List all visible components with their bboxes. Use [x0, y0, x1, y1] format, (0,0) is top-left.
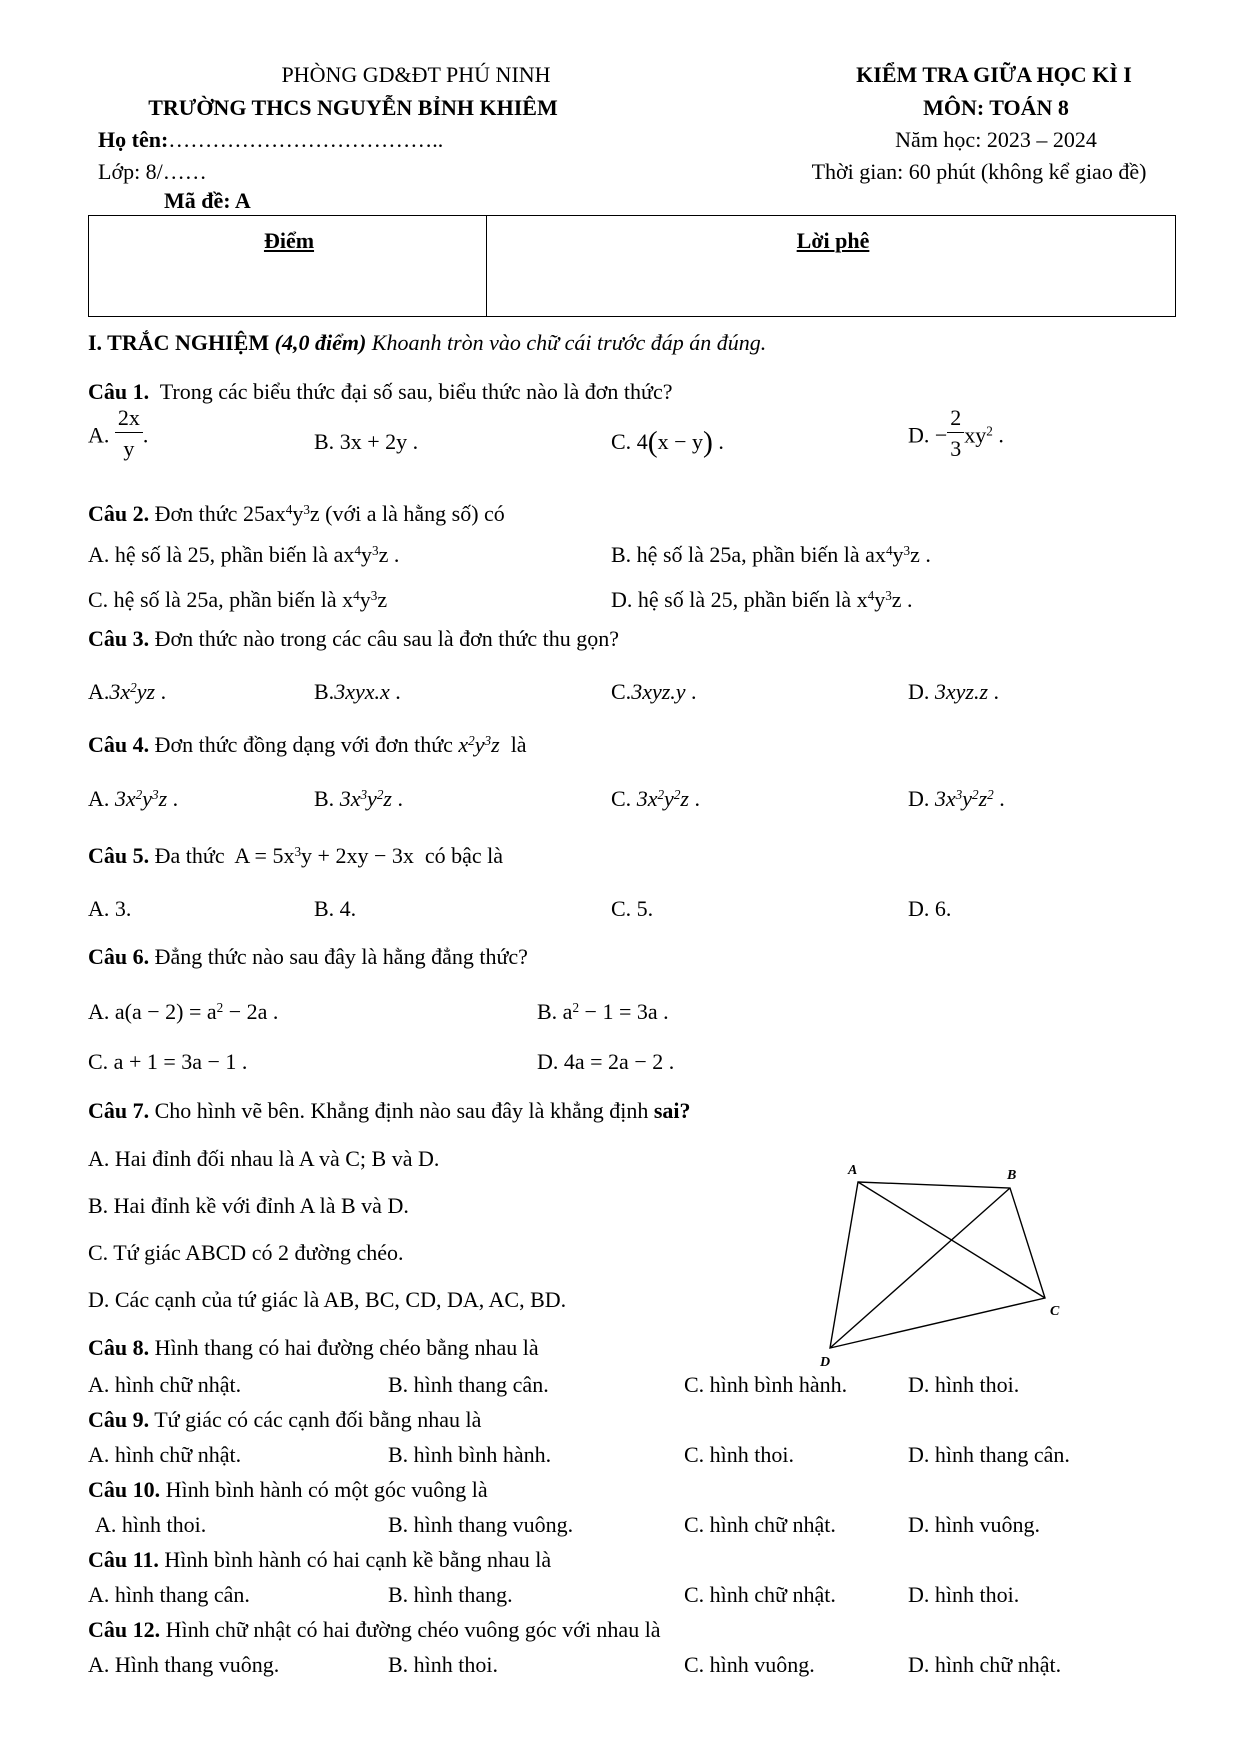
q7-option-a[interactable]: A. Hai đỉnh đối nhau là A và C; B và D. [88, 1146, 440, 1171]
q11-option-a[interactable]: A. hình thang cân. [88, 1582, 250, 1607]
q7-option-b[interactable]: B. Hai đỉnh kề với đỉnh A là B và D. [88, 1193, 409, 1218]
q8-option-d[interactable]: D. hình thoi. [908, 1372, 1020, 1397]
q9-option-b[interactable]: B. hình bình hành. [388, 1442, 552, 1467]
question-4-number: Câu 4. [88, 732, 150, 757]
question-11 [88, 1548, 551, 1572]
question-1 [88, 380, 672, 404]
q11-option-c[interactable]: C. hình chữ nhật. [684, 1582, 836, 1607]
question-9 [88, 1408, 481, 1432]
q2-option-a-text: A. hệ số là 25, phần biến là [88, 542, 329, 567]
school-year: Năm học: 2023 – 2024 [895, 127, 1097, 152]
q11-option-d[interactable]: D. hình thoi. [908, 1582, 1020, 1607]
school-name: TRƯỜNG THCS NGUYỄN BỈNH KHIÊM [148, 95, 558, 120]
question-3-text: Đơn thức nào trong các câu sau là đơn thức thu gọn? [154, 626, 619, 651]
question-1-text: Trong các biểu thức đại số sau, biểu thức nào là đơn thức? [159, 379, 673, 404]
q9-option-c[interactable]: C. hình thoi. [684, 1442, 795, 1467]
class-line: Lớp: 8/…… [98, 159, 207, 184]
q1-option-b[interactable]: B. 3x + 2y . [314, 429, 419, 454]
question-6-number: Câu 6. [88, 944, 150, 969]
question-5: Câu 5. Đa thức $A = 5x^3y + 2xy - 3x$ có bậc là [88, 843, 504, 868]
question-2-text-end: là hằng số) có [382, 501, 505, 526]
exam-duration: Thời gian: 60 phút (không kể giao đề) [811, 159, 1147, 184]
question-2: Câu 2. Đơn thức $25ax^4y^3z$ (với a là hằng số) có [88, 501, 505, 526]
q3-option-b[interactable]: B.3xyx.x . [314, 679, 401, 704]
q10-option-b[interactable]: B. hình thang vuông. [388, 1512, 574, 1537]
section-instruction: Khoanh tròn vào chữ cái trước đáp án đúng. [371, 330, 767, 355]
q10-option-d[interactable]: D. hình vuông. [908, 1512, 1040, 1537]
q6-option-c[interactable]: C. a + 1 = 3a − 1 . [88, 1049, 248, 1074]
q12-option-c[interactable]: C. hình vuông. [684, 1652, 815, 1677]
q2-option-d[interactable]: D. hệ số là 25, phần biến là $x^4y^3z$ . [611, 587, 913, 612]
question-12 [88, 1618, 661, 1642]
q5-option-b[interactable]: B. 4. [314, 896, 357, 921]
name-label: Họ tên: [98, 127, 169, 152]
question-9-text: Tứ giác có các cạnh đối bằng nhau là [154, 1407, 482, 1432]
question-11-text: Hình bình hành có hai cạnh kề bằng nhau là [164, 1547, 552, 1572]
q6-option-b[interactable]: B. $a^2 - 1 = 3a$ . [537, 999, 669, 1024]
q12-option-a[interactable]: A. Hình thang vuông. [88, 1652, 280, 1677]
department-name: PHÒNG GD&ĐT PHÚ NINH [281, 62, 551, 87]
q2-option-d-text: D. hệ số là 25, phần biến là [611, 587, 852, 612]
diagonal-bd [830, 1188, 1010, 1348]
question-1-number: Câu 1. [88, 379, 150, 404]
question-9-number: Câu 9. [88, 1407, 150, 1432]
question-11-number: Câu 11. [88, 1547, 159, 1572]
q2-option-b-text: B. hệ số là 25a, phần biến là [611, 542, 860, 567]
q7-option-d[interactable]: D. Các cạnh của tứ giác là AB, BC, CD, DA, AC, BD. [88, 1287, 567, 1312]
q9-option-d[interactable]: D. hình thang cân. [908, 1442, 1070, 1467]
question-12-text: Hình chữ nhật có hai đường chéo vuông góc với nhau là [165, 1617, 661, 1642]
q3-option-d[interactable]: D. 3xyz.z . [908, 679, 1000, 704]
section-points: (4,0 điểm) [274, 330, 367, 355]
question-5-number: Câu 5. [88, 843, 150, 868]
q3-option-a[interactable]: $A.3x^2yz$ . [88, 679, 167, 704]
question-3 [88, 627, 619, 651]
section-title: I. TRẮC NGHIỆM [88, 330, 270, 355]
comment-header: Lời phê [796, 228, 870, 253]
q2-option-c-text: C. hệ số là 25a, phần biến là [88, 587, 337, 612]
section-heading [88, 331, 766, 355]
q9-option-a[interactable]: A. hình chữ nhật. [88, 1442, 242, 1467]
question-6-text: Đẳng thức nào sau đây là hằng đẳng thức? [154, 944, 528, 969]
exam-code: Mã đề: A [164, 188, 251, 213]
q10-option-a[interactable]: A. hình thoi. [95, 1512, 207, 1537]
question-7 [88, 1099, 691, 1123]
vertex-label-d: D [820, 1355, 831, 1370]
student-name-line [98, 128, 443, 152]
question-4-text: Đơn thức đồng dạng với đơn thức [154, 732, 453, 757]
q12-option-d[interactable]: D. hình chữ nhật. [908, 1652, 1062, 1677]
vertex-label-a: A [848, 1163, 858, 1178]
q6-option-a[interactable]: A. $a(a - 2) = a^2 - 2a$ . [88, 999, 279, 1024]
question-8-text: Hình thang có hai đường chéo bằng nhau là [154, 1335, 539, 1360]
exam-title: KIỂM TRA GIỮA HỌC KÌ I [856, 62, 1132, 87]
q5-option-a[interactable]: A. 3. [88, 896, 132, 921]
question-8-number: Câu 8. [88, 1335, 150, 1360]
question-6 [88, 945, 528, 969]
vertex-label-c: C [1050, 1304, 1060, 1319]
vertex-label-b: B [1007, 1168, 1017, 1183]
q1-option-c[interactable]: C. 4(x − y) . [611, 426, 724, 459]
q8-option-a[interactable]: A. hình chữ nhật. [88, 1372, 242, 1397]
question-12-number: Câu 12. [88, 1617, 161, 1642]
question-10-text: Hình bình hành có một góc vuông là [165, 1477, 488, 1502]
question-7-text: Cho hình vẽ bên. Khẳng định nào sau đây là khẳng định [154, 1098, 649, 1123]
quadrilateral-abcd [830, 1182, 1045, 1348]
q11-option-b[interactable]: B. hình thang. [388, 1582, 513, 1607]
grade-box [88, 215, 1176, 317]
q4-option-b[interactable]: B. $3x^3y^2z$ . [314, 786, 403, 811]
q2-option-c[interactable]: C. hệ số là 25a, phần biến là $x^4y^3z$ [88, 587, 388, 612]
question-4: Câu 4. Đơn thức đồng dạng với đơn thức $x^2y^3z$ là [88, 732, 527, 757]
q4-option-c[interactable]: C. $3x^2y^2z$ . [611, 786, 700, 811]
q2-option-b[interactable]: B. hệ số là 25a, phần biến là $ax^4y^3z$ . [611, 542, 931, 567]
q8-option-b[interactable]: B. hình thang cân. [388, 1372, 549, 1397]
subject-name: MÔN: TOÁN 8 [923, 95, 1069, 120]
q10-option-c[interactable]: C. hình chữ nhật. [684, 1512, 836, 1537]
q5-option-c[interactable]: C. 5. [611, 896, 654, 921]
q7-option-c[interactable]: C. Tứ giác ABCD có 2 đường chéo. [88, 1240, 404, 1265]
question-7-emphasis: sai? [653, 1098, 691, 1123]
quadrilateral-figure [800, 1150, 1090, 1370]
q6-option-d[interactable]: D. 4a = 2a − 2 . [537, 1049, 675, 1074]
question-8 [88, 1336, 539, 1360]
q8-option-c[interactable]: C. hình bình hành. [684, 1372, 848, 1397]
q1-option-d[interactable]: D. − $\frac{2}{3}$ $xy^2$ . [908, 405, 1004, 462]
q4-option-a[interactable]: A. $3x^2y^3z$ . [88, 786, 179, 811]
question-10-number: Câu 10. [88, 1477, 161, 1502]
score-header: Điểm [263, 228, 315, 253]
q5-option-d[interactable]: D. 6. [908, 896, 952, 921]
question-2-number: Câu 2. [88, 501, 150, 526]
question-5-text: Đa thức [154, 843, 225, 868]
question-10 [88, 1478, 488, 1502]
q4-option-d[interactable]: D. $3x^3y^2z^2$ . [908, 786, 1005, 811]
question-7-number: Câu 7. [88, 1098, 150, 1123]
question-3-number: Câu 3. [88, 626, 150, 651]
question-5-text-end: có bậc là [424, 843, 504, 868]
question-2-text-mid: (với [325, 501, 362, 526]
grade-box-divider [486, 216, 487, 316]
q3-option-c[interactable]: C.3xyz.y . [611, 679, 697, 704]
question-2-text: Đơn thức [154, 501, 238, 526]
q2-option-a[interactable]: A. hệ số là 25, phần biến là $ax^4y^3z$ . [88, 542, 400, 567]
name-dots: ……………………………….. [168, 127, 444, 152]
q1-option-a[interactable]: A. $\frac{2x}{y}$ . [88, 405, 149, 462]
question-4-text-end: là [510, 732, 527, 757]
q12-option-b[interactable]: B. hình thoi. [388, 1652, 499, 1677]
